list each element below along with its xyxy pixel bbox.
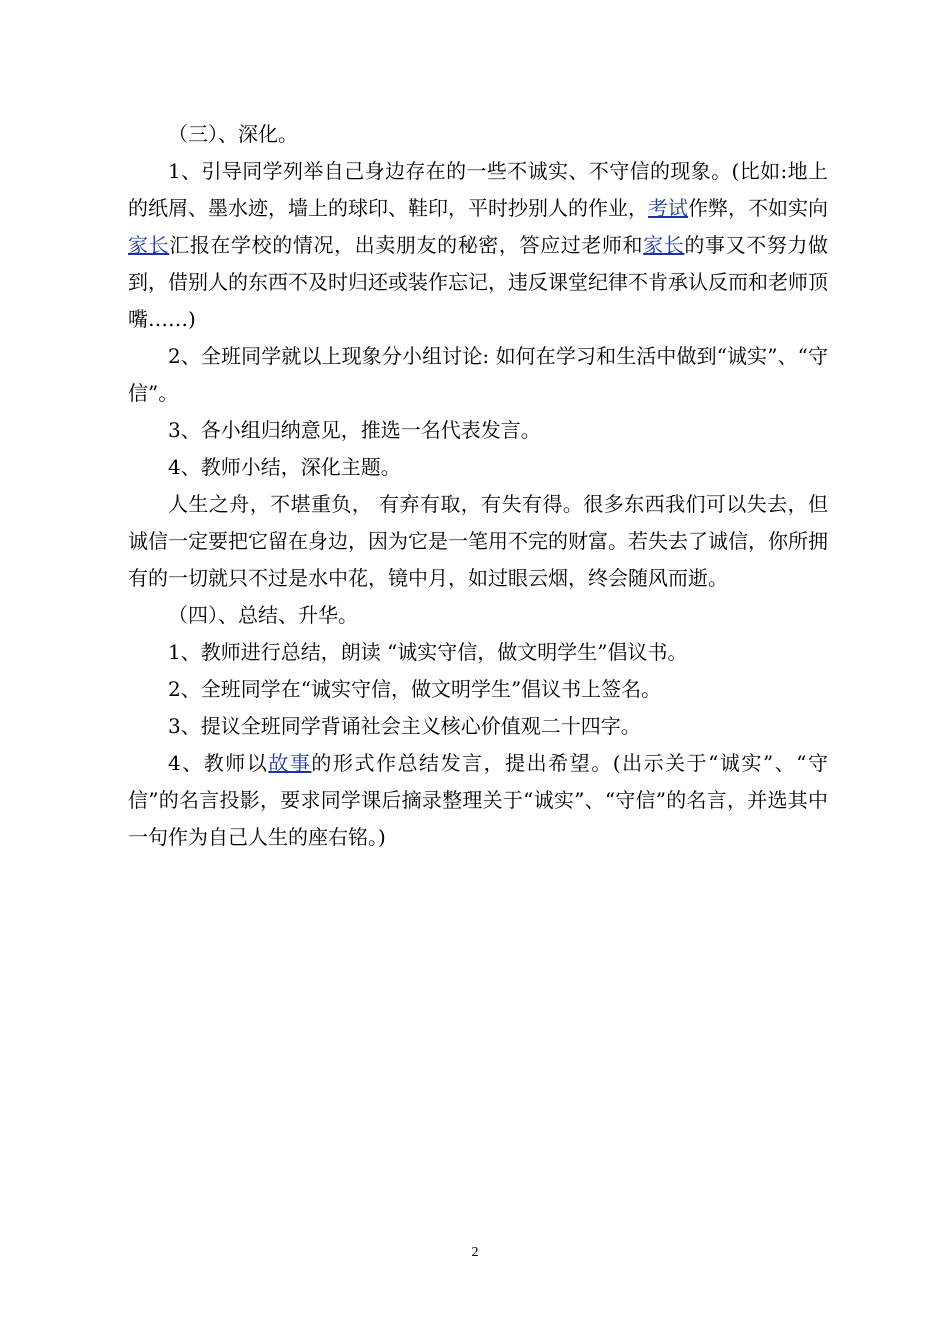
paragraph-text: 汇报在学校的情况，出卖朋友的秘密，答应过老师和 [169,233,644,257]
paragraph-text: 1、教师进行总结，朗读 “诚实守信，做文明学生”倡议书。 [168,640,688,664]
paragraph-text: 3、各小组归纳意见，推选一名代表发言。 [168,418,541,442]
page-number: 2 [471,1245,479,1260]
paragraph [128,116,828,153]
paragraph-text: 1、引导同学列举自己身边存在的一些不诚实、不守信的现象。(比如:地上的纸屑、墨水迹，墙上的球印、鞋印，平时抄别人的作业， [128,159,828,220]
paragraph-text: 2、全班同学就以上现象分小组讨论: 如何在学习和生活中做到“诚实”、“守信”。 [128,344,828,405]
hyperlink[interactable]: 考试 [648,196,688,220]
paragraph-text: （四）、总结、升华。 [168,603,358,627]
paragraph-text: 作弊，不如实向 [688,196,828,220]
document-body [128,116,828,856]
paragraph [128,153,828,338]
paragraph-text: （三）、深化。 [168,122,298,146]
paragraph-text: 的形式作总结发言，提出希望。(出示关于“诚实”、“守信”的名言投影，要求同学课后摘录整理关于“诚实”、“守信”的名言，并选其中一句作为自己人生的座右铭。) [128,751,829,849]
paragraph [128,338,828,412]
paragraph [128,634,828,671]
paragraph [128,708,828,745]
paragraph [128,597,828,634]
paragraph-text: 4、教师小结，深化主题。 [168,455,401,479]
paragraph [128,449,828,486]
paragraph-text: 4、教师以 [168,751,269,775]
paragraph-text: 的事又不努力做到，借别人的东西不及时归还或装作忘记，违反课堂纪律不肯承认反而和老师顶嘴……) [128,233,829,331]
paragraph [128,671,828,708]
hyperlink[interactable]: 故事 [268,751,312,775]
paragraph [128,745,828,856]
paragraph-text: 2、全班同学在“诚实守信，做文明学生”倡议书上签名。 [168,677,662,701]
paragraph-text: 人生之舟，不堪重负， 有弃有取，有失有得。很多东西我们可以失去，但诚信一定要把它留在身边，因为它是一笔用不完的财富。若失去了诚信，你所拥有的一切就只不过是水中花，镜中月，如过眼云烟，终会随风而逝。 [128,492,828,590]
hyperlink[interactable]: 家长 [643,233,685,257]
hyperlink[interactable]: 家长 [128,233,170,257]
paragraph [128,412,828,449]
paragraph [128,486,828,597]
paragraph-text: 3、提议全班同学背诵社会主义核心价值观二十四字。 [168,714,641,738]
